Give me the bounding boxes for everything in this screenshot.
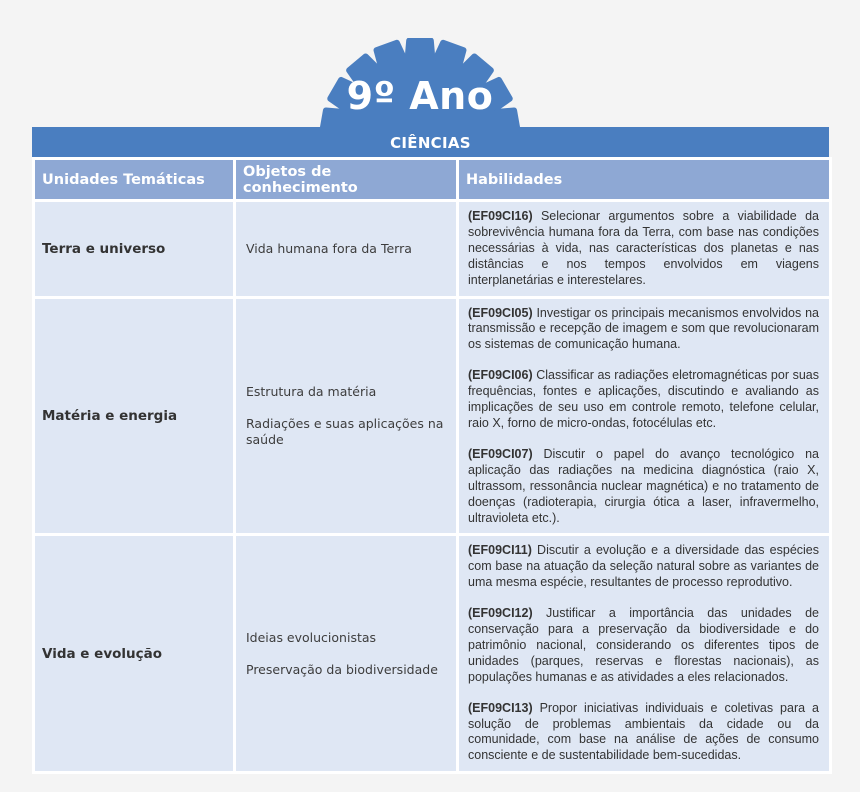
knowledge-object: Ideias evolucionistas xyxy=(246,629,377,645)
unit-cell: Matéria e energia xyxy=(34,297,235,535)
skill-code: (EF09CI13) xyxy=(468,700,533,715)
column-header-skills: Habilidades xyxy=(458,159,831,201)
knowledge-object: Estrutura da matéria xyxy=(246,383,377,399)
skill-item xyxy=(468,447,819,527)
skills-cell xyxy=(458,297,831,535)
skill-code: (EF09CI12) xyxy=(468,606,533,621)
skill-text: Discutir a evolução e a diversidade das espécies com base na atuação da seleção natural sobre as variantes de uma mesma espécie, resultantes de processo reprodutivo. xyxy=(468,543,819,590)
skill-text: Classificar as radiações eletromagnéticas por suas frequências, fontes e aplicações, discutindo e avaliando as implicações de seu uso em controle remoto, telefone celular, raio X, forno de micro-ondas, fotocélulas etc. xyxy=(468,368,819,430)
curriculum-table xyxy=(32,157,832,774)
skill-item xyxy=(468,606,819,686)
skill-text: Justificar a importância das unidades de conservação para a preservação da biodiversidade e do patrimônio nacional, considerando os diferentes tipos de unidades (parques, reservas e florestas nacionais), as populações humanas e as atividades a eles relacionados. xyxy=(468,606,819,684)
unit-cell: Terra e universo xyxy=(34,201,235,298)
unit-cell: Vida e evolução xyxy=(34,535,235,773)
table-row xyxy=(34,535,831,773)
column-header-units: Unidades Temáticas xyxy=(34,159,235,201)
grade-title: 9º Ano xyxy=(346,74,494,118)
skill-text: Selecionar argumentos sobre a viabilidade da sobrevivência humana fora da Terra, com base nas condições necessárias à vida, nas características dos planetas e nas distâncias e nos tempos envolvidos em viagens interplanetárias e interestelares. xyxy=(468,209,819,287)
skill-code: (EF09CI16) xyxy=(468,209,533,223)
column-header-objects: Objetos de conhecimento xyxy=(235,159,458,201)
skill-item xyxy=(468,368,819,432)
table-header-row xyxy=(34,159,831,201)
skill-code: (EF09CI06) xyxy=(468,368,533,383)
skill-text: Propor iniciativas individuais e coletivas para a solução de problemas ambientais da cidade ou da comunidade, com base na análise de ações de consumo consciente e de sustentabilidade bem-sucedidas. xyxy=(468,700,819,763)
skill-code: (EF09CI11) xyxy=(468,543,532,558)
skills-cell xyxy=(458,201,831,298)
skill-code: (EF09CI07) xyxy=(468,446,533,461)
knowledge-object: Vida humana fora da Terra xyxy=(246,240,412,256)
objects-cell xyxy=(235,201,458,298)
skills-cell xyxy=(458,535,831,773)
skill-item xyxy=(468,209,819,289)
skill-text: Discutir o papel do avanço tecnológico na aplicação das radiações na medicina diagnóstica (raio X, ultrassom, ressonância nuclear magnética) e no tratamento de doenças (radioterapia, cirurgia ótica a laser, infravermelho, ultravioleta etc.). xyxy=(468,446,819,525)
table-row xyxy=(34,201,831,298)
objects-cell xyxy=(235,297,458,535)
knowledge-object: Radiações e suas aplicações na saúde xyxy=(246,415,444,447)
skill-item xyxy=(468,543,819,591)
knowledge-object: Preservação da biodiversidade xyxy=(246,661,438,677)
skill-code: (EF09CI05) xyxy=(468,305,533,320)
table-row xyxy=(34,297,831,535)
skill-item xyxy=(468,306,819,354)
skill-item xyxy=(468,701,819,765)
skill-text: Investigar os principais mecanismos envolvidos na transmissão e recepção de imagem e som que revolucionaram os sistemas de comunicação humana. xyxy=(468,305,819,352)
subject-bar: CIÊNCIAS xyxy=(32,127,829,157)
objects-cell xyxy=(235,535,458,773)
